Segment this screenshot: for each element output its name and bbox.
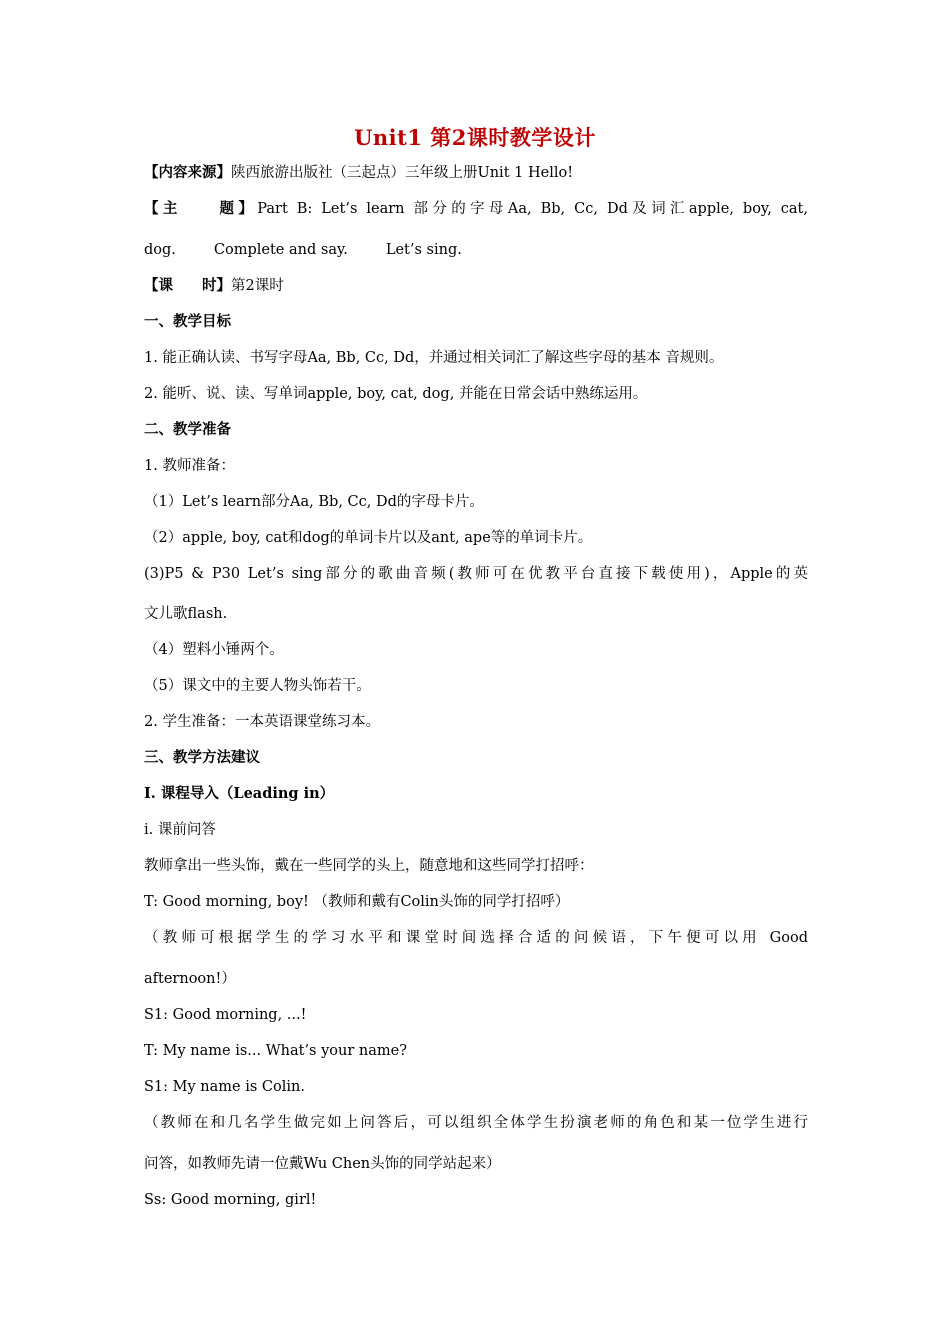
student-preparation: 2. 学生准备：一本英语课堂练习本。 bbox=[144, 714, 380, 730]
teacher-preparation: 1. 教师准备： bbox=[144, 458, 235, 474]
dialogue-line: T: My name is... What’s your name? bbox=[144, 1043, 407, 1059]
period-label: 【课 时】 bbox=[144, 277, 231, 294]
body-line-continued: 问答，如教师先请一位戴Wu Chen头饰的同学站起来） bbox=[144, 1156, 501, 1172]
content-source-text: 陕西旅游出版社（三起点）三年级上册Unit 1 Hello! bbox=[231, 165, 574, 181]
dialogue-line: S1: My name is Colin. bbox=[144, 1079, 305, 1095]
subsubsection-heading: i. 课前问答 bbox=[144, 822, 216, 838]
objective-item: 2. 能听、说、读、写单词apple, boy, cat, dog, 并能在日常会话中熟练运用。 bbox=[144, 386, 648, 402]
section-heading-preparation: 二、教学准备 bbox=[144, 421, 231, 438]
theme-cont-c: Let’s sing. bbox=[385, 242, 462, 258]
body-line: 教师拿出一些头饰，戴在一些同学的头上，随意地和这些同学打招呼： bbox=[144, 858, 594, 874]
objective-item: 1. 能正确认读、书写字母Aa, Bb, Cc, Dd，并通过相关词汇了解这些字母的基本 音规则。 bbox=[144, 350, 724, 366]
preparation-item: （1）Let’s learn部分Aa, Bb, Cc, Dd的字母卡片。 bbox=[144, 494, 484, 510]
section-heading-objectives: 一、教学目标 bbox=[144, 313, 231, 330]
theme-cont-b: Complete and say. bbox=[213, 242, 348, 258]
subsection-heading-leading-in: I. 课程导入（Leading in） bbox=[144, 785, 335, 802]
dialogue-line: Ss: Good morning, girl! bbox=[144, 1192, 317, 1208]
dialogue-line: T: Good morning, boy! （教师和戴有Colin头饰的同学打招呼） bbox=[144, 894, 570, 910]
content-source-label: 【内容来源】 bbox=[144, 164, 231, 181]
dialogue-line: S1: Good morning, ...! bbox=[144, 1007, 307, 1023]
period-text: 第2课时 bbox=[231, 278, 284, 294]
preparation-item: （4）塑料小锤两个。 bbox=[144, 642, 284, 658]
body-line: （教师可根据学生的学习水平和课堂时间选择合适的问候语，下午便可以用 Good bbox=[144, 930, 808, 946]
preparation-item: （2）apple, boy, cat和dog的单词卡片以及ant, ape等的单词卡片。 bbox=[144, 530, 593, 546]
period-line bbox=[144, 276, 808, 296]
theme-line-continued bbox=[144, 240, 808, 260]
theme-text: Part B: Let’s learn 部分的字母Aa, Bb, Cc, Dd及词汇apple, boy, cat, bbox=[257, 201, 808, 217]
body-line-continued: afternoon!） bbox=[144, 971, 236, 987]
preparation-item: (3)P5 & P30 Let’s sing部分的歌曲音频(教师可在优教平台直接下载使用)，Apple的英 bbox=[144, 566, 808, 582]
body-line: （教师在和几名学生做完如上问答后，可以组织全体学生扮演老师的角色和某一位学生进行 bbox=[144, 1115, 808, 1131]
document-title: Unit1 第2课时教学设计 bbox=[354, 125, 596, 150]
theme-cont-a: dog. bbox=[144, 242, 176, 258]
content-source-line bbox=[144, 163, 808, 183]
preparation-item: （5）课文中的主要人物头饰若干。 bbox=[144, 678, 371, 694]
theme-line bbox=[144, 199, 808, 219]
section-heading-methods: 三、教学方法建议 bbox=[144, 749, 260, 766]
theme-label: 【主 题】 bbox=[144, 200, 258, 217]
preparation-item-continued: 文儿歌flash. bbox=[144, 606, 228, 622]
